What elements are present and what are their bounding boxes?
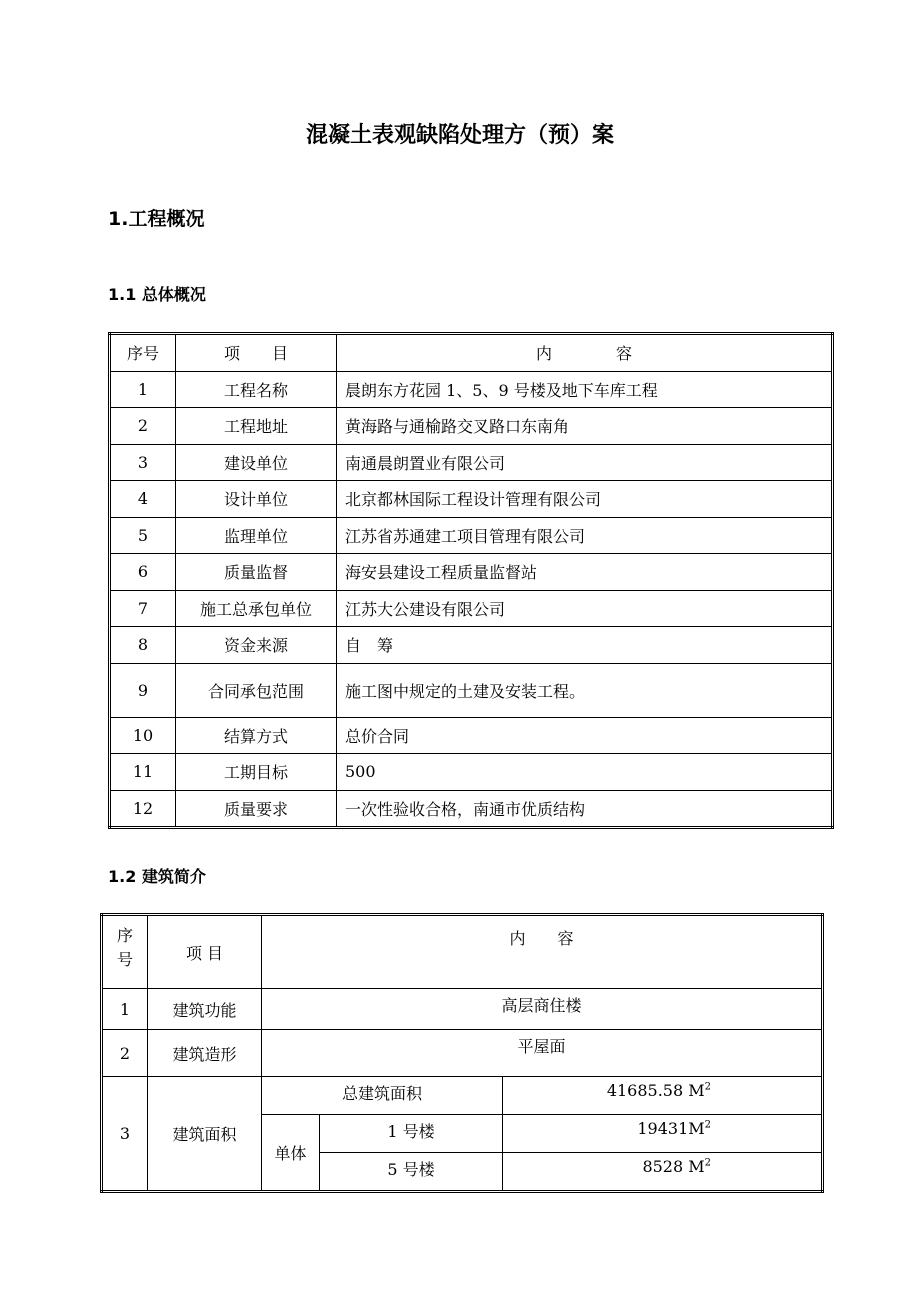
page-title: 混凝土表观缺陷处理方（预）案 <box>305 123 614 148</box>
table-header-row <box>102 915 823 989</box>
row-content: 平屋面 <box>262 1030 823 1077</box>
row-no: 3 <box>110 444 176 481</box>
table-row <box>110 481 833 518</box>
row-item: 工期目标 <box>176 754 337 791</box>
table-row <box>110 517 833 554</box>
row-content: 江苏大公建设有限公司 <box>337 590 833 627</box>
row-content: 总价合同 <box>337 717 833 754</box>
row-item: 质量监督 <box>176 554 337 591</box>
row-item: 工程地址 <box>176 408 337 445</box>
row-no: 6 <box>110 554 176 591</box>
row-item: 建设单位 <box>176 444 337 481</box>
building-area-number: 19431M <box>637 1119 705 1138</box>
table-header-row <box>110 334 833 372</box>
building-summary-table <box>100 913 824 1193</box>
table-row <box>110 444 833 481</box>
table-row <box>110 627 833 664</box>
row-no: 3 <box>102 1077 148 1192</box>
row-no: 1 <box>110 371 176 408</box>
row-item: 设计单位 <box>176 481 337 518</box>
table-row <box>110 790 833 828</box>
section-heading-overview: 1.工程概况 <box>108 208 205 230</box>
section-heading-general: 1.1 总体概况 <box>108 285 206 304</box>
table-row <box>110 554 833 591</box>
row-item: 结算方式 <box>176 717 337 754</box>
row-item: 施工总承包单位 <box>176 590 337 627</box>
superscript: 2 <box>704 1119 711 1131</box>
row-content: 施工图中规定的土建及安装工程。 <box>337 663 833 717</box>
row-content: 南通晨朗置业有限公司 <box>337 444 833 481</box>
row-no: 9 <box>110 663 176 717</box>
header-no <box>102 915 148 989</box>
row-content: 500 <box>337 754 833 791</box>
table-row <box>102 1077 823 1115</box>
header-item: 项 目 <box>176 334 337 372</box>
row-item: 建筑造形 <box>148 1030 262 1077</box>
total-area-label: 总建筑面积 <box>262 1077 503 1115</box>
table-row <box>102 1030 823 1077</box>
header-content: 内 容 <box>337 334 833 372</box>
row-content: 自 筹 <box>337 627 833 664</box>
row-item: 建筑面积 <box>148 1077 262 1192</box>
row-no: 8 <box>110 627 176 664</box>
table-row <box>110 754 833 791</box>
row-no: 10 <box>110 717 176 754</box>
row-no: 1 <box>102 989 148 1030</box>
building-name: 1 号楼 <box>320 1115 503 1153</box>
row-content: 江苏省苏通建工项目管理有限公司 <box>337 517 833 554</box>
header-item: 项 目 <box>148 915 262 989</box>
row-item: 监理单位 <box>176 517 337 554</box>
row-no: 2 <box>110 408 176 445</box>
section-heading-building: 1.2 建筑简介 <box>108 867 206 886</box>
row-no: 11 <box>110 754 176 791</box>
table-row <box>110 717 833 754</box>
row-item: 合同承包范围 <box>176 663 337 717</box>
building-area <box>503 1153 823 1192</box>
row-item: 工程名称 <box>176 371 337 408</box>
row-content: 一次性验收合格，南通市优质结构 <box>337 790 833 828</box>
row-no: 2 <box>102 1030 148 1077</box>
row-no: 4 <box>110 481 176 518</box>
total-area-number: 41685.58 M <box>606 1081 705 1100</box>
row-item: 质量要求 <box>176 790 337 828</box>
table-row <box>102 989 823 1030</box>
row-no: 7 <box>110 590 176 627</box>
building-name: 5 号楼 <box>320 1153 503 1192</box>
table-row <box>110 371 833 408</box>
superscript: 2 <box>704 1157 711 1169</box>
table-row <box>110 408 833 445</box>
header-no: 序号 <box>110 334 176 372</box>
unit-label: 单体 <box>262 1115 320 1192</box>
header-no-text: 序号 <box>116 926 133 969</box>
project-overview-table <box>108 332 834 829</box>
building-area-number: 8528 M <box>642 1157 705 1176</box>
row-content: 海安县建设工程质量监督站 <box>337 554 833 591</box>
total-area-value <box>503 1077 823 1115</box>
row-content: 北京都林国际工程设计管理有限公司 <box>337 481 833 518</box>
row-item: 资金来源 <box>176 627 337 664</box>
row-no: 5 <box>110 517 176 554</box>
table-row <box>110 663 833 717</box>
row-content: 黄海路与通榆路交叉路口东南角 <box>337 408 833 445</box>
row-no: 12 <box>110 790 176 828</box>
row-content: 高层商住楼 <box>262 989 823 1030</box>
table-row <box>110 590 833 627</box>
superscript: 2 <box>704 1081 711 1093</box>
row-item: 建筑功能 <box>148 989 262 1030</box>
row-content: 晨朗东方花园 1、5、9 号楼及地下车库工程 <box>337 371 833 408</box>
building-area <box>503 1115 823 1153</box>
header-content: 内 容 <box>262 915 823 989</box>
